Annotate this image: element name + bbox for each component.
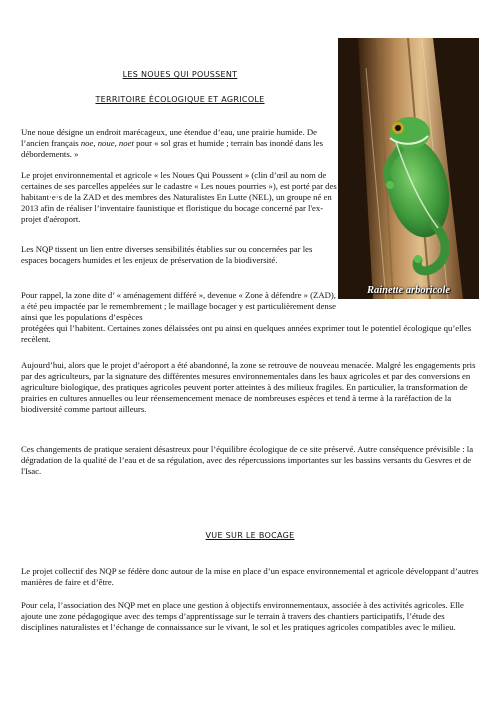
page-title: LES NOUES QUI POUSSENT xyxy=(122,70,238,79)
tree-frog-photo xyxy=(338,38,479,299)
tree-frog-illustration xyxy=(338,38,479,299)
paragraph-zad-reminder-a: Pour rappel, la zone dite d’ « aménagement différé », devenue « Zone à défendre » (ZAD), a été peu impactée par le remembrement ; le maillage bocager y est particulièrement dense ainsi que les populations d’espèces xyxy=(21,290,337,322)
paragraph-association: Pour cela, l’association des NQP met en place une gestion à objectifs environnementaux, associée à des activités agricoles. Elle ajoute une zone pédagogique avec des temps d’apprentissage sur le terrain à travers des chantiers participatifs, l’étude des disciplines naturalistes et l’échange de connaissance sur le vivant, le sol et les pratiques agricoles compatibles avec le milieu. xyxy=(21,600,464,632)
paragraph-noue-text-b: pour « sol gras et humide ; terrain bas inondé dans les débordements. » xyxy=(21,137,324,159)
paragraph-zad-reminder-b: protégées qui l’habitent. Certaines zones délaissées ont pu ainsi en quelques années exprimer tout le potentiel écologique qu’elles recèlent. xyxy=(21,323,472,344)
paragraph-noue-definition xyxy=(21,127,339,160)
paragraph-threat: Aujourd’hui, alors que le projet d’aéroport a été abandonné, la zone se retrouve de nouveau menacée. Malgré les engagements pris par des agriculteurs, par la signature des différentes mesures environnementales dans les baux agricoles et par des conversions en agriculture biologique, des pratiques agricoles peuvent porter atteintes à des milieux fragiles. En particulier, la transformation de prairies en cultures annuelles ou leur réensemencement menace de nombreuses espèces et tend à terme à la raréfaction de la biodiversité comme partout ailleurs. xyxy=(21,360,476,414)
etymology-terms: noe, noue, noet xyxy=(80,137,134,148)
paragraph-project: Le projet environnemental et agricole « les Noues Qui Poussent » (clin d’œil au nom de certaines de ses parcelles appelées sur le cadastre « Les noues pourries »), est porté par des habitant·e·s de la ZAD et des membres des Naturalistes En Lutte (NEL), un groupe né en 2013 afin de réaliser l’inventaire faunistique et floristique du bocage concerné par l'ex-projet d'aéroport. xyxy=(21,170,337,224)
page-subtitle: TERRITOIRE ÉCOLOGIQUE ET AGRICOLE xyxy=(95,95,265,104)
paragraph-consequences: Ces changements de pratique seraient désastreux pour l’équilibre écologique de ce site préservé. Autre conséquence prévisible : la dégradation de la qualité de l’eau et de sa régulation, avec des répercussions importantes sur les bassins versants du Gesvres et de l'Isac. xyxy=(21,444,474,476)
paragraph-nqp-link: Les NQP tissent un lien entre diverses sensibilités établies sur ou concernées par les espaces bocagers humides et les enjeux de préservation de la biodiversité. xyxy=(21,244,313,265)
photo-caption: Rainette arboricole xyxy=(366,285,451,296)
paragraph-noue-text-a: Une noue désigne un endroit marécageux, une étendue d’eau, une prairie humide. De l’ancien français xyxy=(21,127,317,148)
section-title-bocage: VUE SUR LE BOCAGE xyxy=(205,531,295,540)
paragraph-collective-project: Le projet collectif des NQP se fédère donc autour de la mise en place d’un espace environnemental et agricole développant d’autres manières de faire et d’être. xyxy=(21,566,479,587)
